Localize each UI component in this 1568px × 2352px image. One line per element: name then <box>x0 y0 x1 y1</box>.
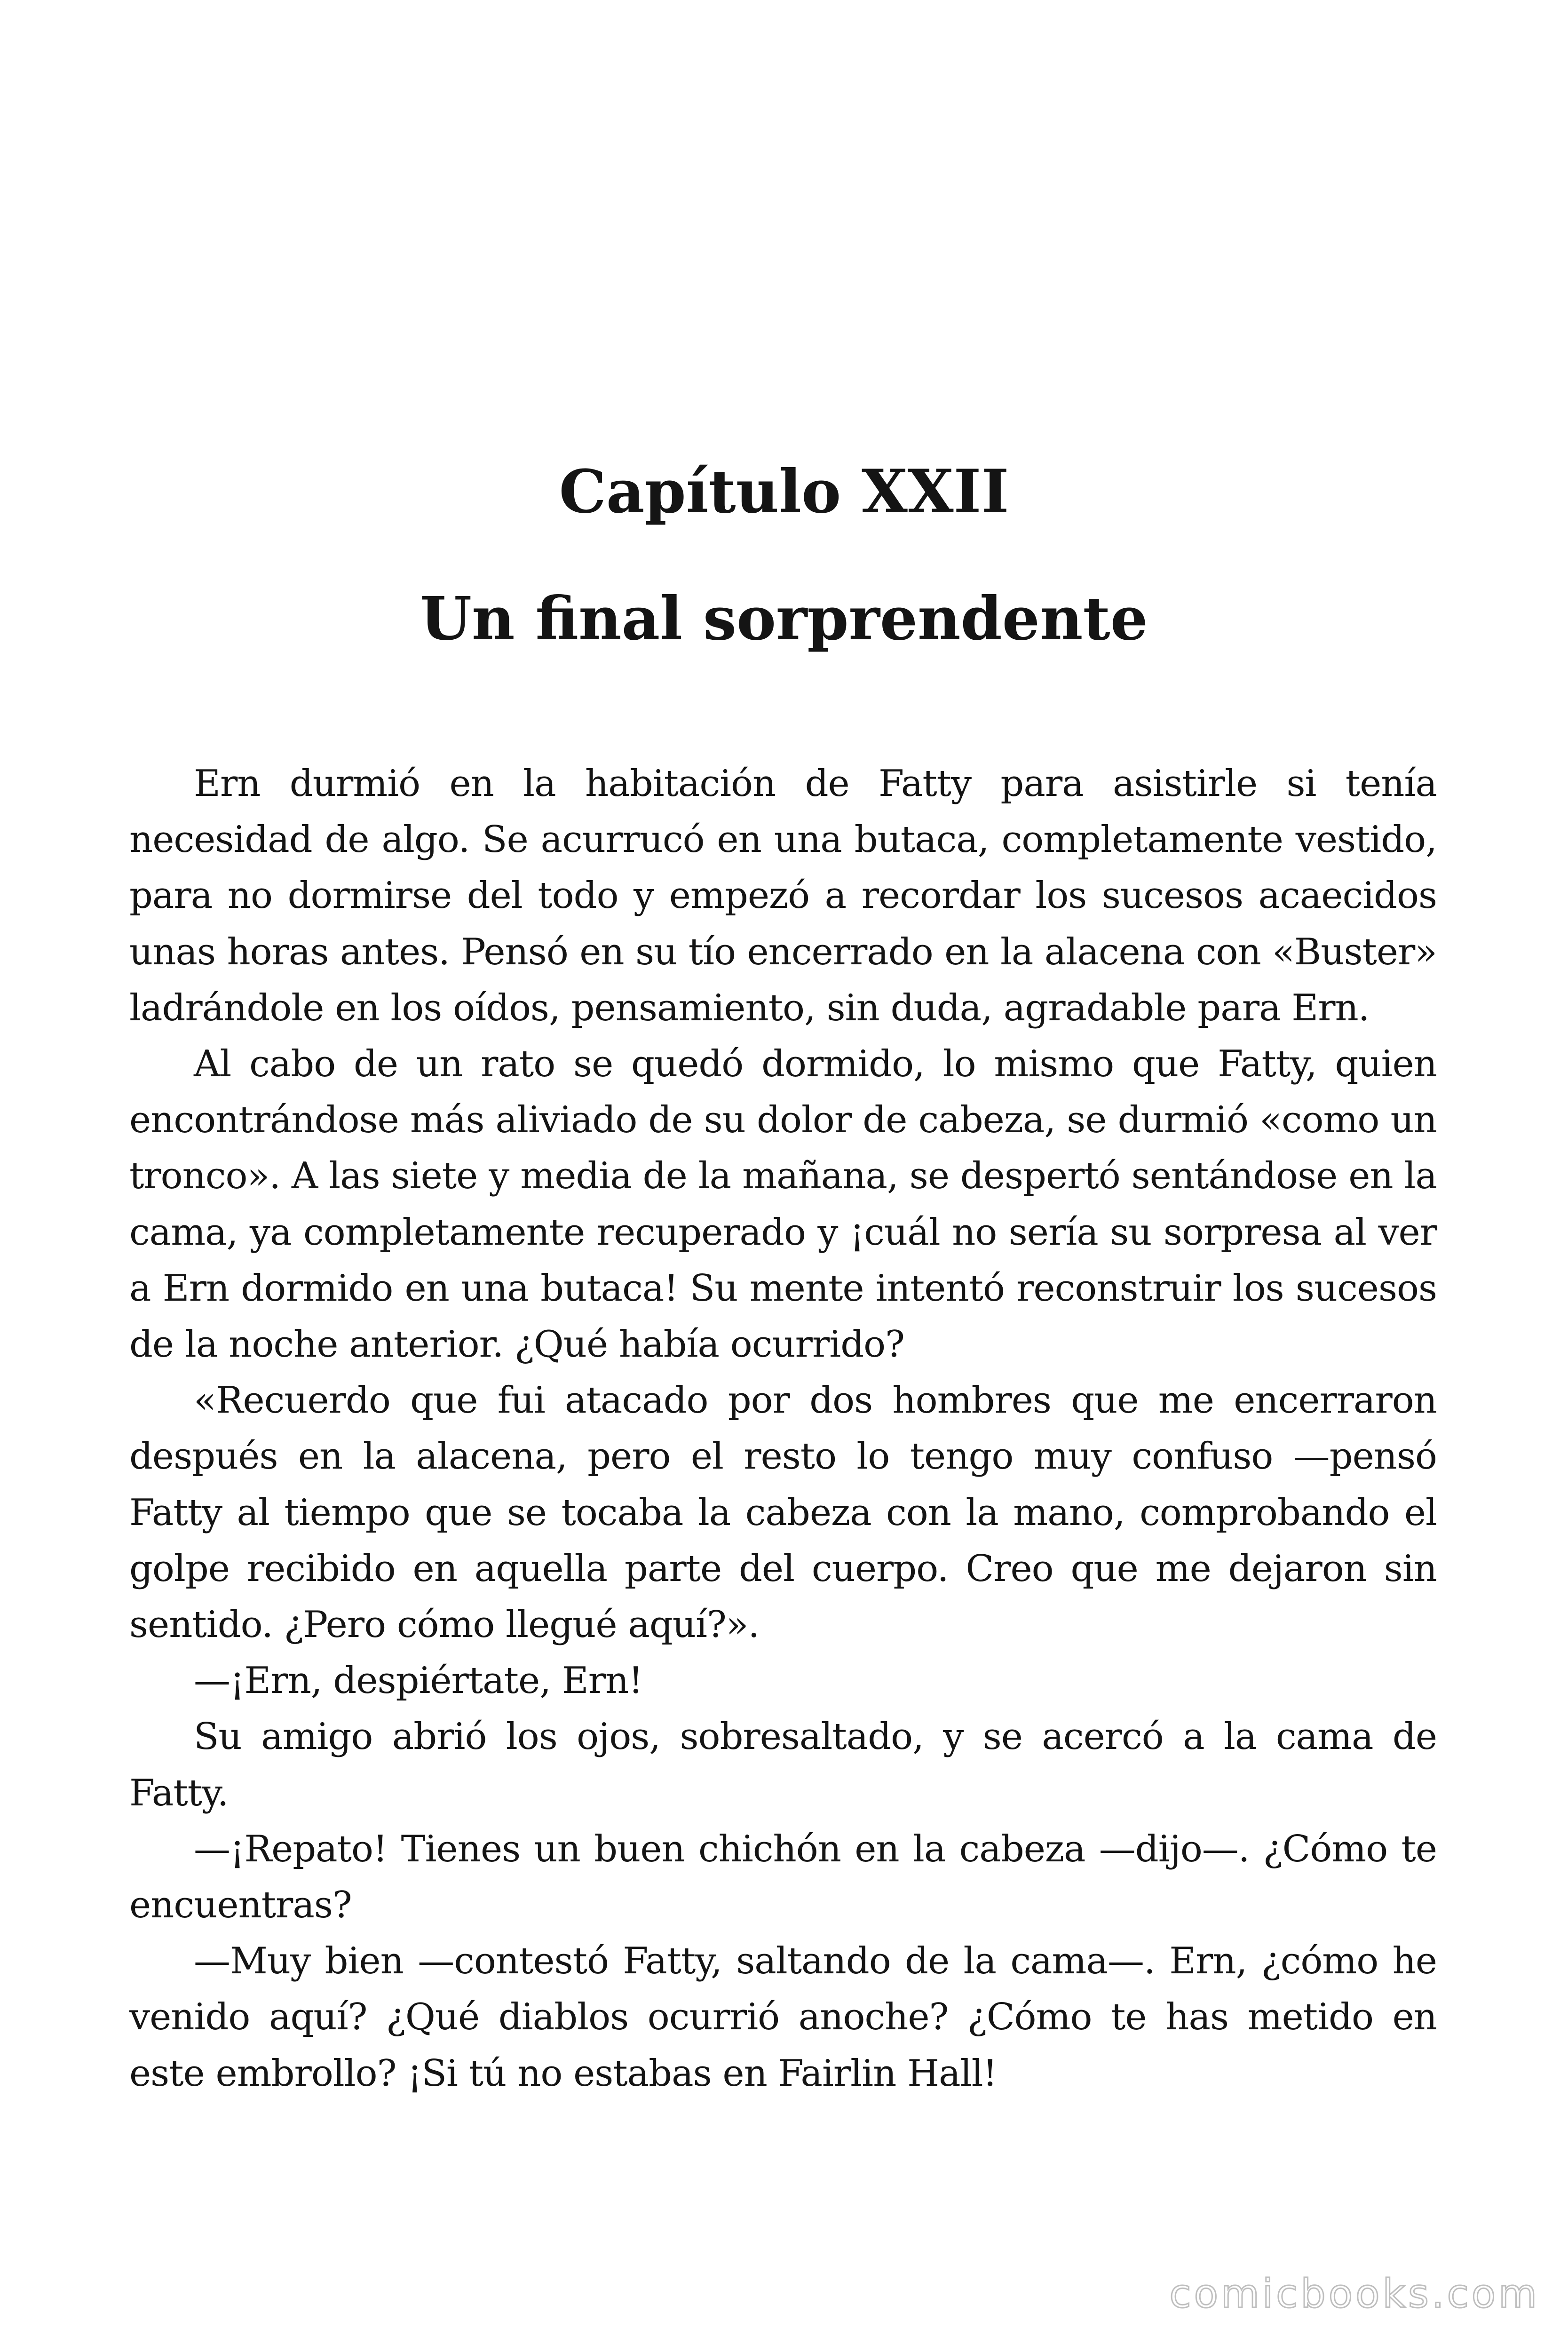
chapter-body <box>129 756 1437 2102</box>
paragraph: Al cabo de un rato se quedó dormido, lo mismo que Fatty, quien encontrándose más aliviado de su dolor de cabeza, se durmió «como un tronco». A las siete y media de la mañana, se despertó sentándose en la cama, ya completamente recuperado y ¡cuál no sería su sorpresa al ver a Ern dormido en una butaca! Su mente intentó reconstruir los sucesos de la noche anterior. ¿Qué había ocurrido? <box>129 1043 1437 1366</box>
paragraph: —Muy bien —contestó Fatty, saltando de la cama—. Ern, ¿cómo he venido aquí? ¿Qué diablos ocurrió anoche? ¿Cómo te has metido en este embrollo? ¡Si tú no estabas en Fairlin Hall! <box>129 1940 1437 2095</box>
paragraph: —¡Ern, despiértate, Ern! <box>194 1660 643 1702</box>
paragraph: Ern durmió en la habitación de Fatty para asistirle si tenía necesidad de algo. Se acurrucó en una butaca, completamente vestido, para no dormirse del todo y empezó a recordar los sucesos acaecidos unas horas antes. Pensó en su tío encerrado en la alacena con «Buster» ladrándole en los oídos, pensamiento, sin duda, agradable para Ern. <box>129 763 1437 1029</box>
paragraph: «Recuerdo que fui atacado por dos hombres que me encerraron después en la alacena, pero el resto lo tengo muy confuso —pensó Fatty al tiempo que se tocaba la cabeza con la mano, comprobando el golpe recibido en aquella parte del cuerpo. Creo que me dejaron sin sentido. ¿Pero cómo llegué aquí?». <box>129 1379 1437 1646</box>
paragraph: Su amigo abrió los ojos, sobresaltado, y se acercó a la cama de Fatty. <box>129 1716 1437 1814</box>
chapter-number: Capítulo XXII <box>559 457 1009 526</box>
paragraph: —¡Repato! Tienes un buen chichón en la cabeza —dijo—. ¿Cómo te encuentras? <box>129 1828 1437 1927</box>
chapter-title: Un final sorprendente <box>420 584 1148 653</box>
watermark: comicbooks.com <box>1169 2271 1540 2317</box>
